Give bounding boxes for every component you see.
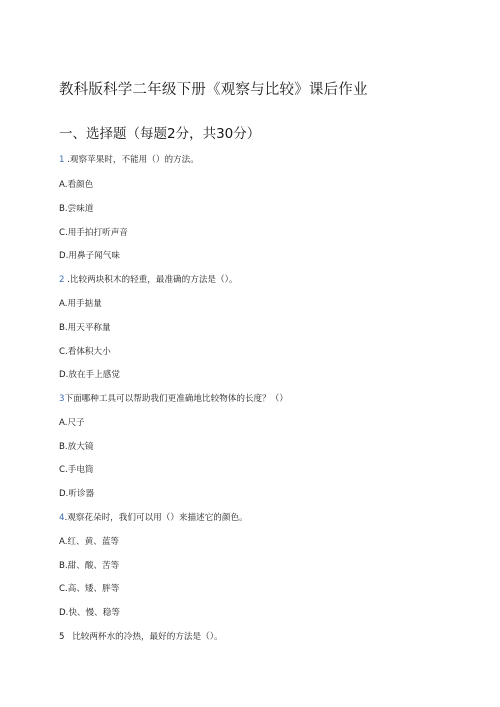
option-b: B.放大镜: [59, 442, 94, 452]
option-d: D.用鼻子闻气味: [59, 251, 120, 261]
question-text: .比较两块积木的轻重，最准确的方法是（）。: [67, 275, 238, 285]
question-number: 3: [59, 394, 65, 404]
question-5: [59, 631, 223, 643]
section-heading: 一、选择题（每题2分，共30分）: [59, 126, 261, 142]
option-d: D.放在手上感觉: [59, 370, 120, 380]
document-title: 教科版科学二年级下册《观察与比较》课后作业: [59, 82, 368, 98]
question-4: [59, 512, 248, 524]
question-text: .观察花朵时，我们可以用（）来描述它的颜色。: [64, 513, 248, 523]
option-b: B.尝味道: [59, 204, 94, 214]
option-b: B.用天平称量: [59, 323, 111, 333]
question-3: [59, 393, 288, 405]
option-a: A.尺子: [59, 418, 85, 428]
question-number: 4: [59, 513, 65, 523]
option-a: A.看颜色: [59, 180, 94, 190]
question-text: 比较两杯水的冷热，最好的方法是（）。: [72, 632, 223, 642]
question-text: 下面哪种工具可以帮助我们更准确地比较物体的长度？（）: [64, 394, 288, 404]
option-c: C.看体积大小: [59, 347, 111, 357]
question-number: 1: [59, 155, 65, 165]
option-d: D.快、慢、稳等: [59, 608, 120, 618]
question-number: 2: [59, 275, 65, 285]
option-d: D.听诊器: [59, 489, 95, 499]
option-b: B.甜、酸、苦等: [59, 561, 120, 571]
question-text: .观察苹果时，不能用（）的方法。: [67, 155, 199, 165]
option-a: A.红、黄、蓝等: [59, 537, 120, 547]
option-c: C.手电筒: [59, 465, 94, 475]
option-a: A.用手掂量: [59, 299, 102, 309]
question-1: [59, 154, 199, 166]
option-c: C.用手拍打听声音: [59, 228, 128, 238]
question-2: [59, 274, 238, 286]
option-c: C.高、矮、胖等: [59, 584, 120, 594]
question-number: 5: [59, 632, 65, 642]
